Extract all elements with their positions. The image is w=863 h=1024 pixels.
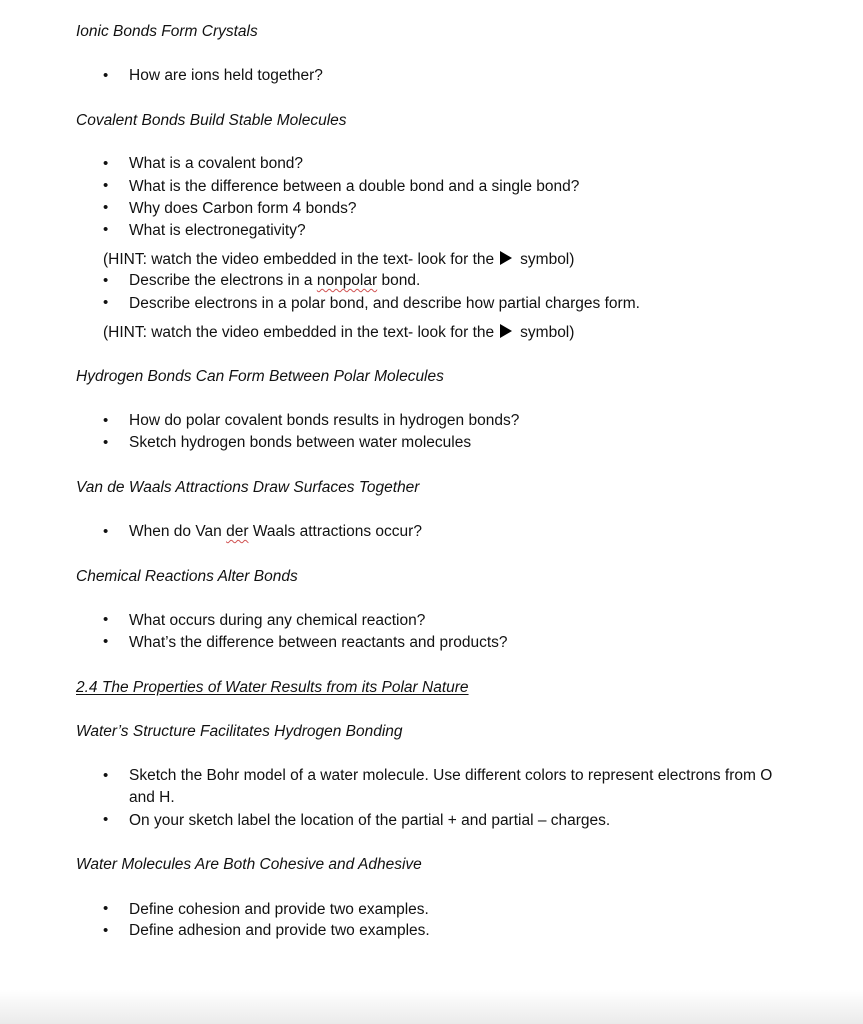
bullet-icon: • (103, 611, 109, 628)
hint-text-end: symbol) (520, 251, 575, 268)
text-segment: Waals attractions occur? (252, 523, 422, 540)
list-item: What is electronegativity? (129, 222, 306, 239)
bullet-icon: • (103, 523, 109, 540)
list-item: Sketch the Bohr model of a water molecule. Use different colors to represent electrons from O and H. (129, 767, 773, 806)
list-item: What is a covalent bond? (129, 155, 304, 172)
bullet-icon: • (103, 155, 109, 172)
bullet-icon: • (103, 922, 109, 939)
chapter-heading: 2.4 The Properties of Water Results from its Polar Nature (76, 679, 469, 696)
bullet-icon: • (103, 199, 109, 216)
section-heading: Van de Waals Attractions Draw Surfaces Together (76, 479, 420, 496)
spellcheck-word: der (226, 523, 249, 540)
text-segment: When do Van (129, 523, 222, 540)
list-item: On your sketch label the location of the partial + and partial – charges. (129, 812, 611, 829)
list-item: Define adhesion and provide two examples. (129, 922, 430, 939)
section-heading: Chemical Reactions Alter Bonds (76, 568, 298, 585)
list-item: Sketch hydrogen bonds between water molecules (129, 434, 472, 451)
hint-text: (HINT: watch the video embedded in the text- look for the (103, 324, 495, 341)
bullet-icon: • (103, 221, 109, 238)
list-item (129, 521, 422, 543)
play-icon (500, 324, 512, 338)
bullet-icon: • (103, 767, 109, 784)
bullet-icon: • (103, 900, 109, 917)
hint-text: (HINT: watch the video embedded in the text- look for the (103, 251, 495, 268)
list-item: What occurs during any chemical reaction? (129, 612, 426, 629)
list-item: How are ions held together? (129, 67, 323, 84)
bullet-icon: • (103, 633, 109, 650)
spellcheck-word: nonpolar (316, 272, 378, 289)
hint-line (103, 323, 574, 343)
list-item: What’s the difference between reactants and products? (129, 634, 508, 651)
section-heading: Ionic Bonds Form Crystals (76, 23, 258, 40)
bullet-icon: • (103, 272, 109, 289)
section-heading: Water Molecules Are Both Cohesive and Adhesive (76, 856, 422, 873)
bullet-icon: • (103, 412, 109, 429)
hint-text-end: symbol) (520, 324, 575, 341)
play-icon (500, 251, 512, 265)
list-item (129, 270, 420, 292)
list-item: Define cohesion and provide two examples. (129, 901, 429, 918)
list-item: What is the difference between a double bond and a single bond? (129, 178, 580, 195)
list-item: Why does Carbon form 4 bonds? (129, 200, 357, 217)
bullet-icon: • (103, 294, 109, 311)
list-item: Describe electrons in a polar bond, and describe how partial charges form. (129, 295, 640, 312)
list-item: How do polar covalent bonds results in hydrogen bonds? (129, 412, 520, 429)
section-heading: Covalent Bonds Build Stable Molecules (76, 112, 347, 129)
page-edge-shadow (0, 990, 863, 1024)
section-heading: Hydrogen Bonds Can Form Between Polar Molecules (76, 368, 444, 385)
text-segment: bond. (381, 272, 421, 289)
bullet-icon: • (103, 67, 109, 84)
hint-line (103, 250, 574, 270)
bullet-icon: • (103, 434, 109, 451)
section-heading: Water’s Structure Facilitates Hydrogen Bonding (76, 723, 403, 740)
bullet-icon: • (103, 811, 109, 828)
bullet-icon: • (103, 177, 109, 194)
text-segment: Describe the electrons in a (129, 272, 313, 289)
